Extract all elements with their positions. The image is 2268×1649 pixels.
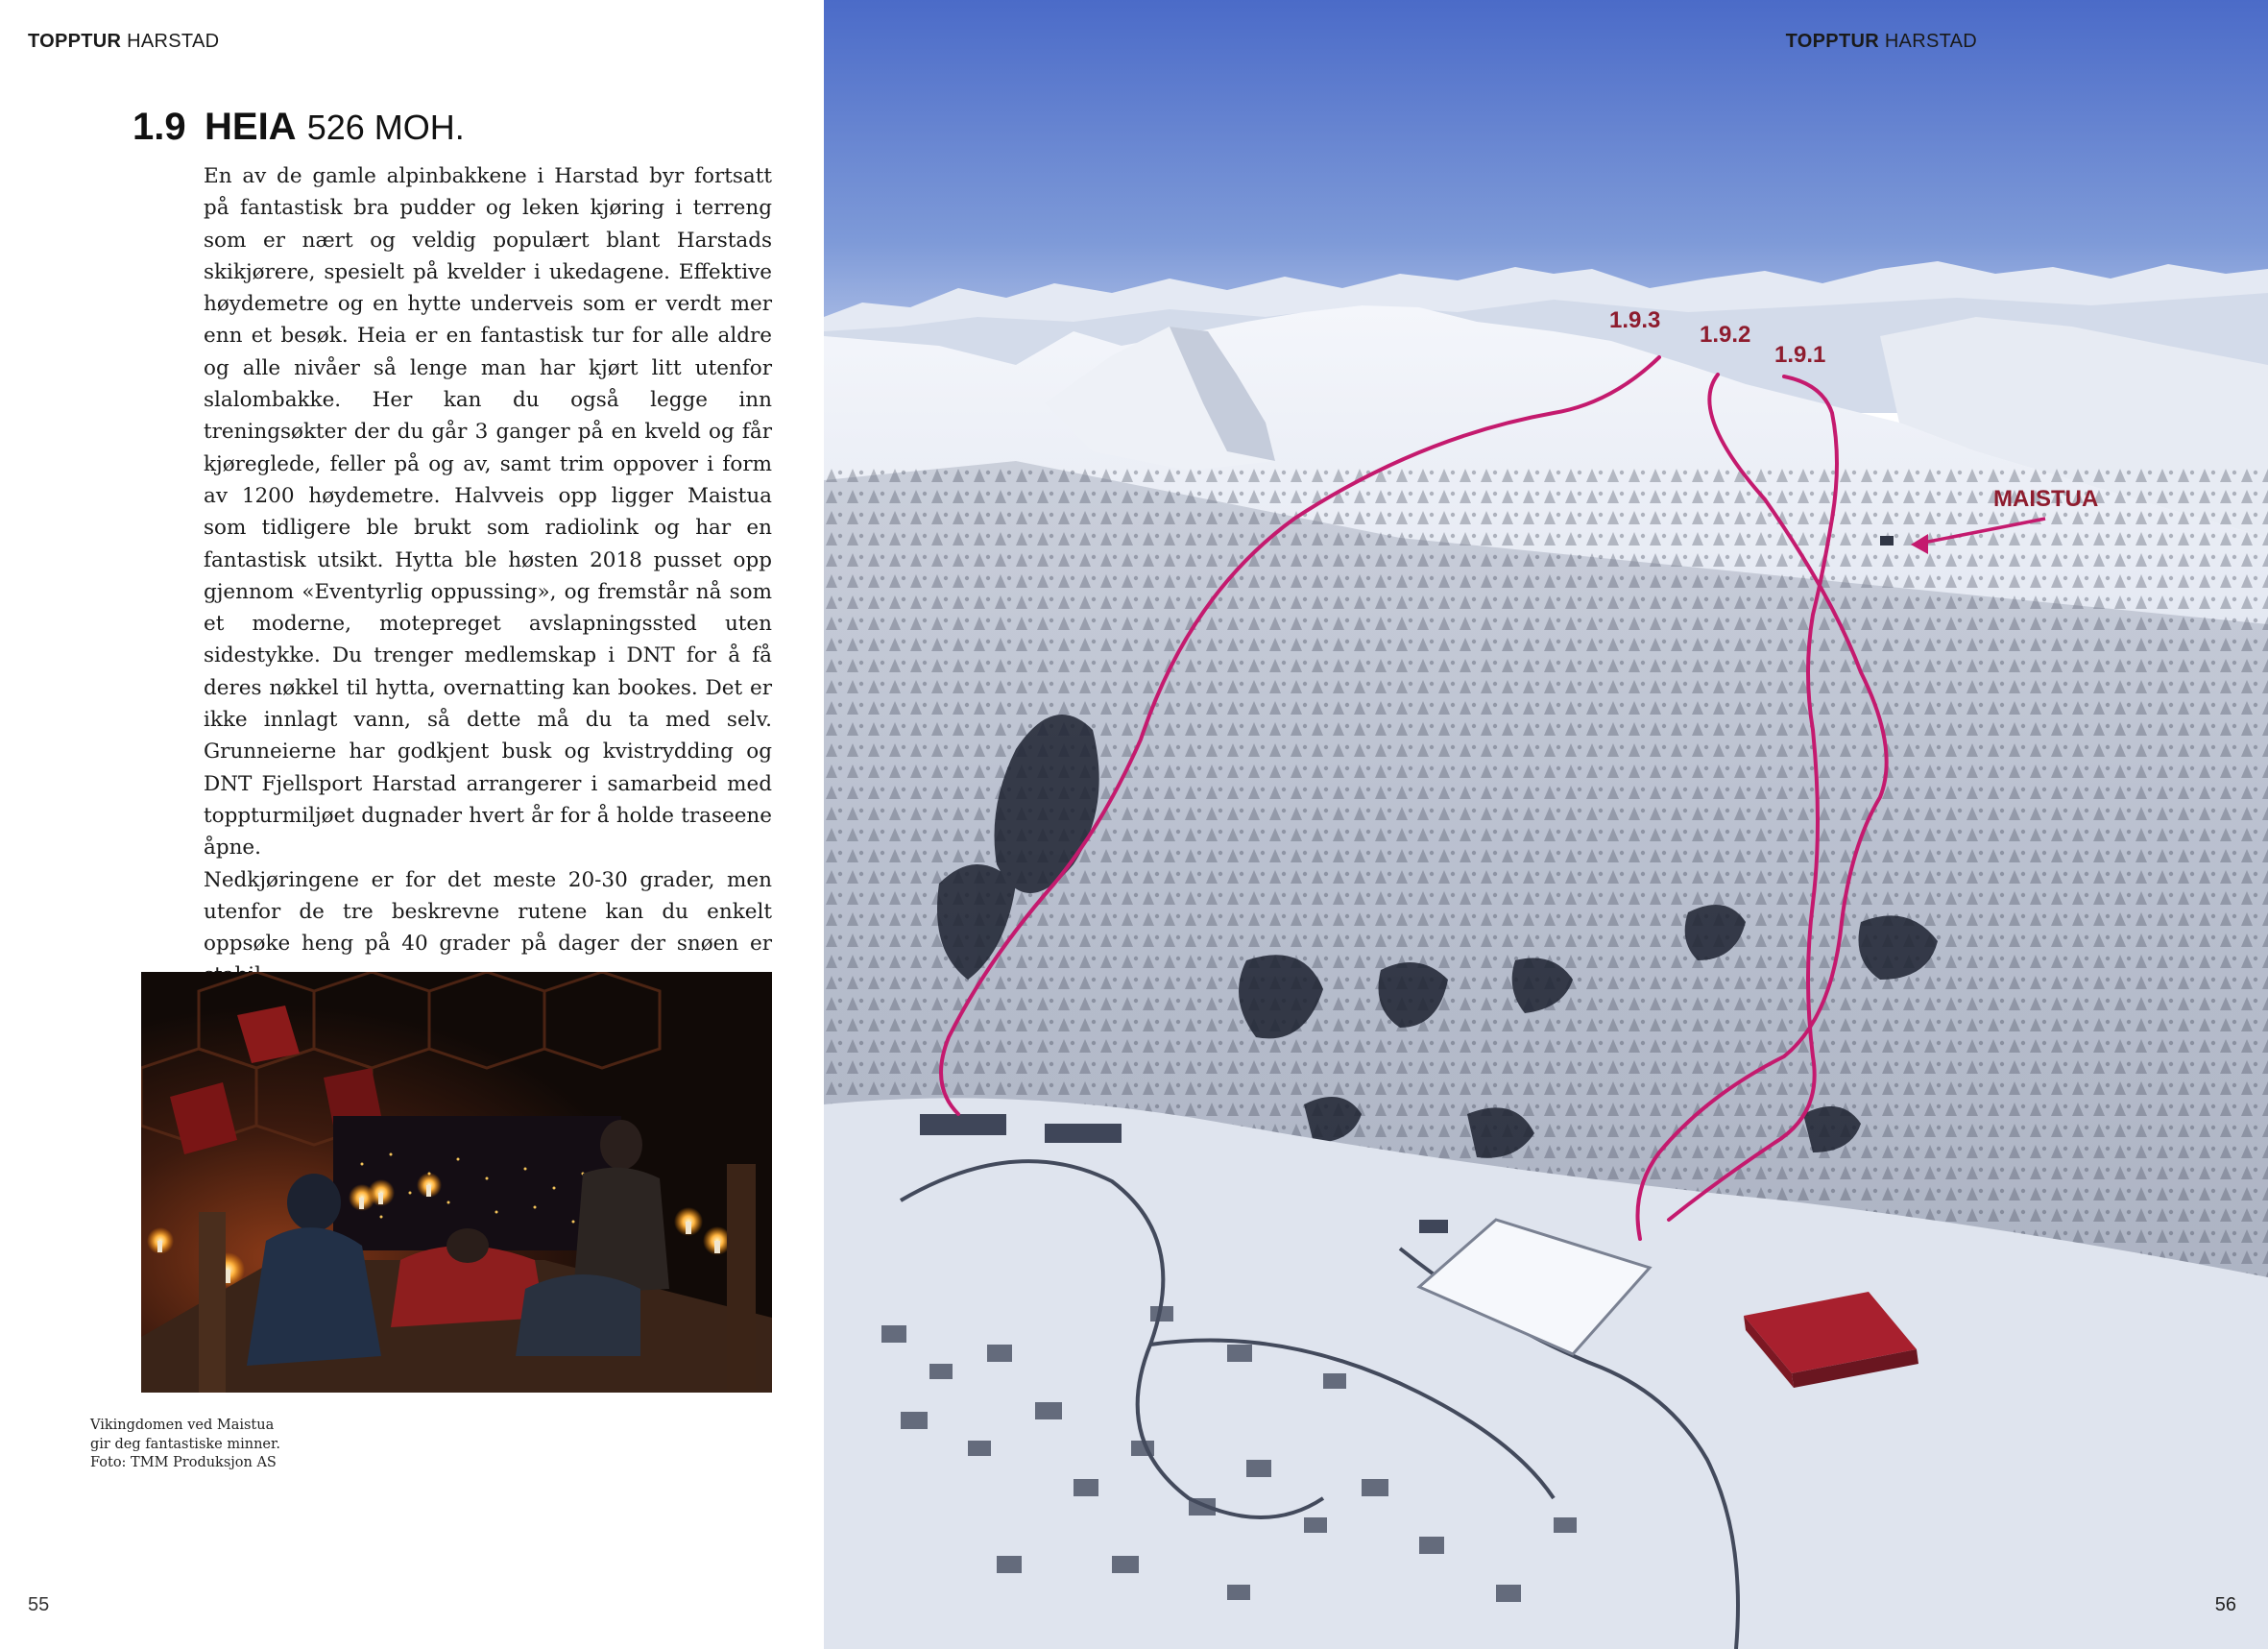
- section-number: 1.9: [133, 106, 186, 148]
- body-text: [204, 160, 772, 992]
- route-label-1-9-2: 1.9.2: [1700, 322, 1751, 348]
- vikingdome-photo: [141, 972, 772, 1393]
- section-elevation: 526 MOH.: [306, 108, 465, 147]
- page-number-left: 55: [28, 1594, 50, 1615]
- section-name: HEIA: [205, 106, 297, 148]
- maistua-label: MAISTUA: [1993, 486, 2099, 512]
- body-paragraph: Nedkjøringene er for det meste 20-30 grader, men utenfor de tre beskrevne rutene kan du enkelt oppsøke heng på 40 grader på dager der snøen er: [204, 867, 772, 957]
- section-heading: [133, 106, 465, 149]
- route-label-1-9-3: 1.9.3: [1609, 307, 1661, 333]
- running-head-right: [1786, 31, 1977, 53]
- running-head-region: HARSTAD: [1884, 31, 1977, 52]
- right-page: [824, 0, 2268, 1649]
- caption-line: Vikingdomen ved Maistua: [90, 1418, 275, 1433]
- body-paragraph: En av de gamle alpinbakkene i Harstad byr fortsatt på fantastisk bra pudder og leken kjøring i terreng som er nært og veldig populært blant Harstads skikjørere, spesielt på kvelder i ukedagene. Effektive høydemetre og en hytte underveis som er verdt mer enn et besøk. Heia er en fantastisk tur for alle aldre og alle nivåer så lenge man har kjørt litt utenfor slalombakke. Her kan du også legge inn treningsøkter der du går 3 ganger på en kveld og får kjøreglede, feller på og av, samt trim oppover i form av 1200 høydemetre. Halvveis opp ligger Maistua som tidligere ble brukt som radiolink og har en fantastisk utsikt. Hytta ble høsten 2018 pusset opp gjennom «Eventyrlig oppussing», og fremstår nå som et moderne, motepreget avslapningssted uten sidestykke. Du trenger medlemskap i DNT for å få deres nøkkel til hytta, overnatting kan bookes. Det er ikke innlagt vann, så dette må du ta med selv. Grunneierne har godkjent busk og kvistrydding og DNT Fjellsport Harstad arrangerer i samarbeid med toppturmiljøet dugnader hvert år for å holde traseene åpne.: [204, 164, 772, 861]
- running-head-region: HARSTAD: [127, 31, 220, 52]
- maistua-hut: [1880, 536, 1894, 546]
- running-head-brand: TOPPTUR: [28, 31, 122, 52]
- running-head-brand: TOPPTUR: [1785, 31, 1879, 52]
- photo-caption: [90, 1417, 330, 1473]
- aerial-map-photo: [824, 0, 2268, 1649]
- caption-line: Foto: TMM Produksjon AS: [90, 1455, 277, 1470]
- caption-line: gir deg fantastiske minner.: [90, 1436, 280, 1452]
- left-page: [0, 0, 824, 1649]
- route-label-1-9-1: 1.9.1: [1774, 342, 1826, 368]
- page-number-right: 56: [2214, 1594, 2236, 1615]
- running-head-left: [28, 31, 219, 53]
